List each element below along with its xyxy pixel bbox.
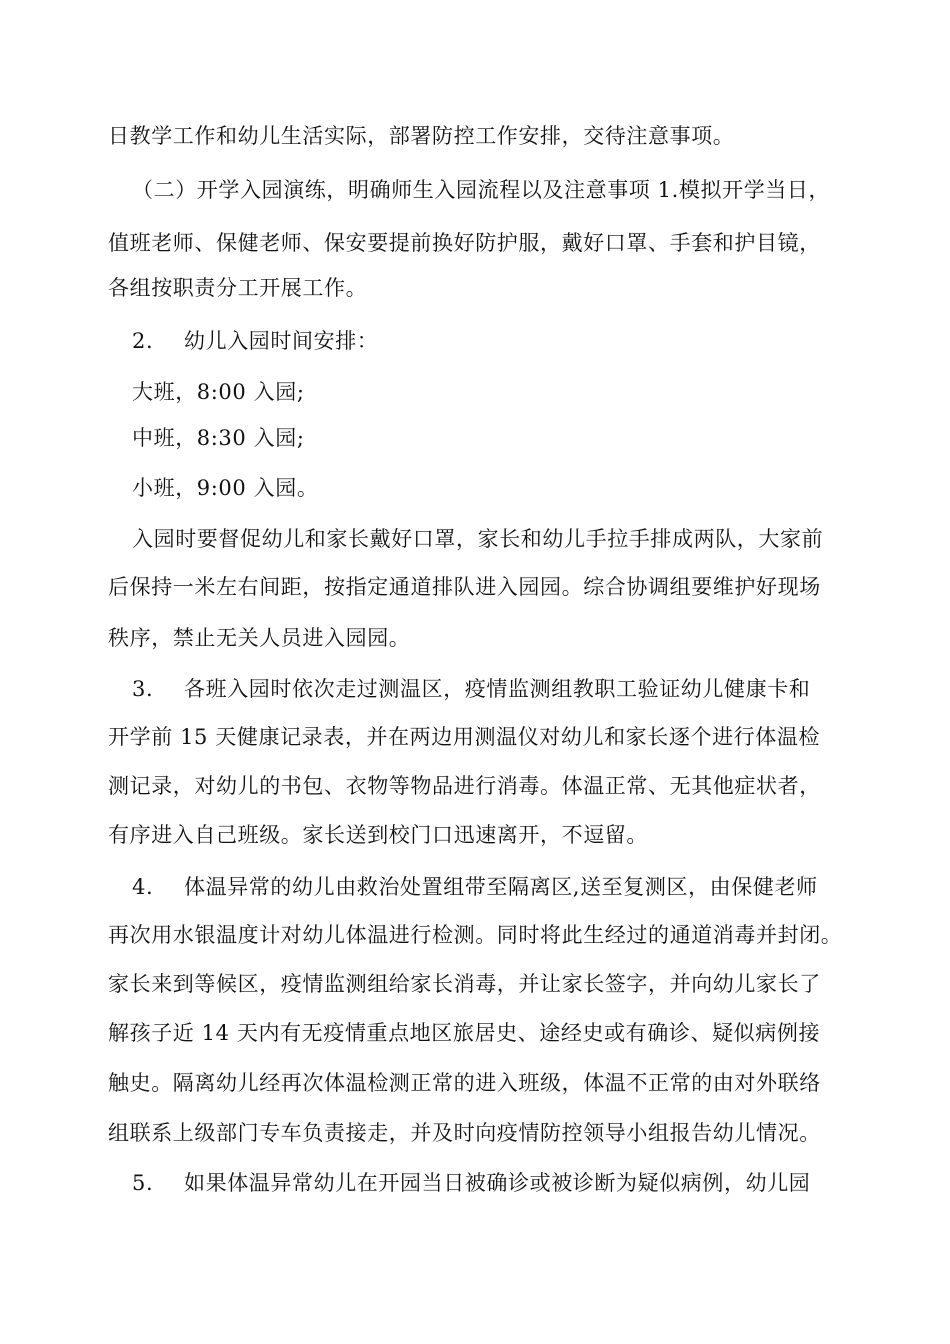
item-text: 如果体温异常幼儿在开园当日被确诊或被诊断为疑似病例，幼儿园 — [184, 1171, 811, 1195]
paragraph-line: 后保持一米左右间距，按指定通道排队进入园园。综合协调组要维护好现场 — [108, 575, 821, 599]
schedule-line: 大班，8:00 入园; — [132, 380, 305, 404]
item-text: 体温异常的幼儿由救治处置组带至隔离区,送至复测区，由保健老师 — [184, 875, 818, 899]
paragraph-line: （二）开学入园演练，明确师生入园流程以及注意事项 1.模拟开学当日， — [132, 178, 831, 202]
paragraph-line: 开学前 15 天健康记录表，并在两边用测温仪对幼儿和家长逐个进行体温检 — [108, 725, 821, 749]
paragraph-line: 有序进入自己班级。家长送到校门口迅速离开，不逗留。 — [108, 823, 648, 847]
item-number: 5. — [132, 1171, 154, 1195]
paragraph-line: 测记录，对幼儿的书包、衣物等物品进行消毒。体温正常、无其他症状者， — [108, 774, 821, 798]
paragraph-line: 解孩子近 14 天内有无疫情重点地区旅居史、途经史或有确诊、疑似病例接 — [108, 1021, 821, 1045]
paragraph-line: 组联系上级部门专车负责接走，并及时向疫情防控领导小组报告幼儿情况。 — [108, 1121, 821, 1145]
schedule-line: 中班，8:30 入园; — [132, 426, 305, 450]
paragraph-line: 值班老师、保健老师、保安要提前换好防护服，戴好口罩、手套和护目镜， — [108, 231, 821, 255]
paragraph-line: 触史。隔离幼儿经再次体温检测正常的进入班级，体温不正常的由对外联络 — [108, 1071, 821, 1095]
item-number: 3. — [132, 677, 154, 701]
item-number: 4. — [132, 875, 154, 899]
numbered-item — [132, 674, 892, 704]
paragraph-line: 入园时要督促幼儿和家长戴好口罩，家长和幼儿手拉手排成两队，大家前 — [132, 527, 824, 551]
item-text: 各班入园时依次走过测温区，疫情监测组教职工验证幼儿健康卡和 — [184, 677, 811, 701]
paragraph-line: 秩序，禁止无关人员进入园园。 — [108, 626, 411, 650]
numbered-item — [132, 1168, 892, 1198]
paragraph-line: 再次用水银温度计对幼儿体温进行检测。同时将此生经过的通道消毒并封闭。 — [108, 923, 843, 947]
item-number: 2. — [132, 329, 154, 353]
schedule-line: 小班，9:00 入园。 — [132, 476, 319, 500]
paragraph-line: 日教学工作和幼儿生活实际，部署防控工作安排，交待注意事项。 — [108, 124, 735, 148]
item-text: 幼儿入园时间安排： — [184, 329, 379, 353]
paragraph-line: 家长来到等候区，疫情监测组给家长消毒，并让家长签字，并向幼儿家长了 — [108, 972, 821, 996]
numbered-item — [132, 872, 892, 902]
paragraph-line: 各组按职责分工开展工作。 — [108, 276, 368, 300]
numbered-item — [132, 326, 892, 356]
